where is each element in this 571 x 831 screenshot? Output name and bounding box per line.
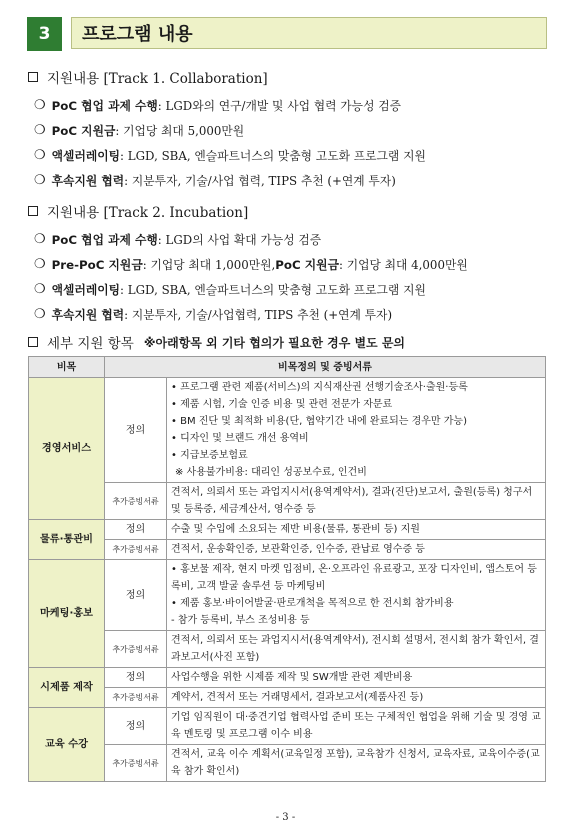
track1-item-4: ❍ 후속지원 협력 : 지분투자, 기술/사업 협력, TIPS 추천 (+연계 투자) (34, 173, 396, 188)
details-heading: 세부 지원 항목 ※아래항목 외 기타 협의가 필요한 경우 별도 문의 (28, 332, 405, 352)
table-row (29, 560, 546, 631)
table-row (29, 520, 546, 540)
circle-bullet-icon: ❍ (34, 123, 46, 138)
definition-cell: 수출 및 수입에 소요되는 제반 비용(물류, 통관비 등) 지원 (167, 520, 546, 540)
definition-label: 정의 (105, 668, 167, 688)
docs-label: 추가증빙서류 (105, 631, 167, 668)
header-detail: 비목정의 및 증빙서류 (105, 357, 546, 378)
track1-heading: 지원내용 [Track 1. Collaboration] (28, 67, 268, 87)
definition-cell: • 프로그램 관련 제품(서비스)의 지식재산권 선행기술조사·출원·등록 • 제품 시험, 기술 인증 비용 및 관련 전문가 자문료 • BM 진단 및 최적화 비용(단, 협약기간 내에 완료되는 경우만 가능) • 디자인 및 브랜드 개선 용역비 • 지급보증보험료 ※ 사용불가비용: 대리인 성공보수료, 인건비 (167, 378, 546, 483)
definition-label: 정의 (105, 378, 167, 483)
circle-bullet-icon: ❍ (34, 173, 46, 188)
track1-item-1: ❍ PoC 협업 과제 수행 : LGD와의 연구/개발 및 사업 협력 가능성 검증 (34, 98, 402, 113)
definition-cell: 사업수행을 위한 시제품 제작 및 SW개발 관련 제반비용 (167, 668, 546, 688)
circle-bullet-icon: ❍ (34, 98, 46, 113)
docs-label: 추가증빙서류 (105, 483, 167, 520)
section-number: 3 (27, 17, 62, 51)
definition-cell: • 홍보물 제작, 현지 마켓 입점비, 온·오프라인 유료광고, 포장 디자인비, 앱스토어 등록비, 고객 발굴 솔루션 등 마케팅비 • 제품 홍보·바이어발굴·판로개척을 목적으로 한 전시회 참가비용 - 참가 등록비, 부스 조성비용 등 (167, 560, 546, 631)
definition-label: 정의 (105, 520, 167, 540)
table-row (29, 745, 546, 782)
docs-label: 추가증빙서류 (105, 688, 167, 708)
table-row (29, 540, 546, 560)
track2-item-3: ❍ 액셀러레이팅 : LGD, SBA, 엔슬파트너스의 맞춤형 고도화 프로그램 지원 (34, 282, 426, 297)
docs-cell: 계약서, 견적서 또는 거래명세서, 결과보고서(제품사진 등) (167, 688, 546, 708)
header-category: 비목 (29, 357, 105, 378)
circle-bullet-icon: ❍ (34, 307, 46, 322)
circle-bullet-icon: ❍ (34, 257, 46, 272)
docs-cell: 견적서, 교육 이수 계획서(교육일정 포함), 교육참가 신청서, 교육자료, 교육이수증(교육 참가 확인서) (167, 745, 546, 782)
support-items-table (28, 356, 546, 782)
track2-item-2: ❍ Pre-PoC 지원금 : 기업당 최대 1,000만원, PoC 지원금 : 기업당 최대 4,000만원 (34, 257, 468, 272)
table-row (29, 378, 546, 483)
track2-item-4: ❍ 후속지원 협력 : 지분투자, 기술/사업협력, TIPS 추천 (+연계 투자) (34, 307, 393, 322)
table-row (29, 688, 546, 708)
category-cell: 교육 수강 (29, 708, 105, 782)
track2-heading: 지원내용 [Track 2. Incubation] (28, 201, 248, 221)
details-note: ※아래항목 외 기타 협의가 필요한 경우 별도 문의 (143, 335, 406, 350)
track2-item-1: ❍ PoC 협업 과제 수행 : LGD의 사업 확대 가능성 검증 (34, 232, 322, 247)
docs-label: 추가증빙서류 (105, 745, 167, 782)
docs-cell: 견적서, 의뢰서 또는 과업지시서(용역계약서), 전시회 설명서, 전시회 참가 확인서, 결과보고서(사진 포함) (167, 631, 546, 668)
category-cell: 시제품 제작 (29, 668, 105, 708)
page-number: - 3 - (275, 812, 296, 823)
definition-label: 정의 (105, 708, 167, 745)
track1-item-2: ❍ PoC 지원금 : 기업당 최대 5,000만원 (34, 123, 245, 138)
docs-label: 추가증빙서류 (105, 540, 167, 560)
table-row (29, 668, 546, 688)
category-cell: 경영서비스 (29, 378, 105, 520)
docs-cell: 견적서, 운송확인증, 보관확인증, 인수증, 관납료 영수증 등 (167, 540, 546, 560)
table-header-row (29, 357, 546, 378)
category-cell: 물류·통관비 (29, 520, 105, 560)
circle-bullet-icon: ❍ (34, 148, 46, 163)
definition-label: 정의 (105, 560, 167, 631)
table-row (29, 483, 546, 520)
section-title: 프로그램 내용 (71, 17, 547, 49)
table-row (29, 708, 546, 745)
category-cell: 마케팅·홍보 (29, 560, 105, 668)
definition-cell: 기업 임직원이 대·중견기업 협력사업 준비 또는 구체적인 협업을 위해 기술 및 경영 교육 멘토링 및 프로그램 이수 비용 (167, 708, 546, 745)
track1-item-3: ❍ 액셀러레이팅 : LGD, SBA, 엔슬파트너스의 맞춤형 고도화 프로그램 지원 (34, 148, 426, 163)
circle-bullet-icon: ❍ (34, 282, 46, 297)
table-row (29, 631, 546, 668)
circle-bullet-icon: ❍ (34, 232, 46, 247)
docs-cell: 견적서, 의뢰서 또는 과업지시서(용역계약서), 결과(진단)보고서, 출원(등록) 청구서 및 등록증, 세금계산서, 영수증 등 (167, 483, 546, 520)
square-bullet-icon (28, 206, 38, 216)
section-header (27, 17, 547, 51)
square-bullet-icon (28, 72, 38, 82)
square-bullet-icon (28, 337, 38, 347)
